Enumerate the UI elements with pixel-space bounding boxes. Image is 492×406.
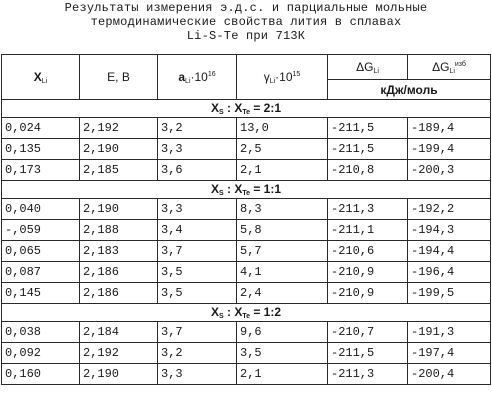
table-cell: 3,5 [237,343,328,364]
table-cell: -199,5 [408,283,491,304]
table-cell: 4,1 [237,262,328,283]
table-cell: 2,186 [80,262,158,283]
table-cell: -196,4 [408,262,491,283]
emf-data-table [1,54,491,385]
table-cell: -194,4 [408,241,491,262]
table-cell: 2,4 [237,283,328,304]
table-cell: -210,7 [328,322,408,343]
table-cell: 0,065 [2,241,80,262]
group-label: $X_S$ : $X_{Te}$ = 2:1 [2,100,491,118]
title-line-3: Li-S-Te при 713К [186,29,306,43]
table-cell: -211,3 [328,199,408,220]
table-cell: -211,3 [328,364,408,385]
table-cell: 2,190 [80,199,158,220]
table-cell: 3,4 [158,220,237,241]
table-cell: 3,3 [158,199,237,220]
table-row [2,241,491,262]
table-cell: 0,087 [2,262,80,283]
table-cell: 2,190 [80,364,158,385]
table-cell: -189,4 [408,118,491,139]
table-cell: 5,8 [237,220,328,241]
table-row [2,199,491,220]
header-activity-coefficient: $\gamma_{Li}\cdot 10^{15}$ [237,55,328,100]
table-title [0,0,492,43]
table-cell: -210,6 [328,241,408,262]
group-row [2,100,491,118]
table-cell: -197,4 [408,343,491,364]
table-cell: 2,190 [80,139,158,160]
table-row [2,220,491,241]
table-cell: 2,183 [80,241,158,262]
table-cell: -191,3 [408,322,491,343]
group-label: $X_S$ : $X_{Te}$ = 1:2 [2,304,491,322]
table-cell: 0,024 [2,118,80,139]
table-cell: 0,092 [2,343,80,364]
table-row [2,364,491,385]
table-cell: 3,3 [158,139,237,160]
header-emf: E, В [80,55,158,100]
table-cell: 2,188 [80,220,158,241]
table-cell: -192,2 [408,199,491,220]
table-cell: -211,5 [328,118,408,139]
table-cell: 2,192 [80,343,158,364]
table-cell: 3,6 [158,160,237,181]
table-cell: -211,1 [328,220,408,241]
table-cell: 0,173 [2,160,80,181]
table-cell: 3,5 [158,283,237,304]
table-cell: 3,7 [158,322,237,343]
table-cell: 2,192 [80,118,158,139]
table-row [2,283,491,304]
table-row [2,139,491,160]
table-cell: 0,145 [2,283,80,304]
table-cell: 0,038 [2,322,80,343]
table-cell: -210,9 [328,283,408,304]
group-row [2,181,491,199]
table-cell: -210,8 [328,160,408,181]
title-line-2: термодинамические свойства лития в сплавах [90,15,402,29]
table-cell: 2,185 [80,160,158,181]
table-cell: 0,040 [2,199,80,220]
table-row [2,160,491,181]
table-cell: 0,160 [2,364,80,385]
table-cell: 9,6 [237,322,328,343]
table-row [2,262,491,283]
table-cell: -211,5 [328,343,408,364]
table-cell: 8,3 [237,199,328,220]
table-cell: 3,7 [158,241,237,262]
table-cell: 3,5 [158,262,237,283]
table-cell: 2,1 [237,364,328,385]
group-label: $X_S$ : $X_{Te}$ = 1:1 [2,181,491,199]
group-row [2,304,491,322]
table-cell: 2,186 [80,283,158,304]
table-cell: 3,2 [158,118,237,139]
table-cell: -199,4 [408,139,491,160]
table-cell: 2,5 [237,139,328,160]
table-cell: -194,3 [408,220,491,241]
header-x-li: $X_{Li}$ [2,55,80,100]
header-unit: кДж/моль [328,80,491,100]
table-row [2,343,491,364]
table-cell: 3,2 [158,343,237,364]
header-delta-g: $\Delta G_{Li}$ [328,55,408,80]
table-row [2,322,491,343]
table-cell: -210,9 [328,262,408,283]
table-cell: -200,4 [408,364,491,385]
table-row [2,118,491,139]
table-cell: 0,135 [2,139,80,160]
table-cell: 3,3 [158,364,237,385]
header-activity: $a_{Li}\cdot 10^{16}$ [158,55,237,100]
table-cell: -200,3 [408,160,491,181]
table-cell: 2,184 [80,322,158,343]
table-cell: 2,1 [237,160,328,181]
table-cell: -,059 [2,220,80,241]
table-cell: -211,5 [328,139,408,160]
title-line-1: Результаты измерения э.д.с. и парциальные мольные [64,1,428,15]
table-cell: 13,0 [237,118,328,139]
header-delta-g-excess: $\Delta G_{Li}^{изб}$ [408,55,491,80]
table-cell: 5,7 [237,241,328,262]
